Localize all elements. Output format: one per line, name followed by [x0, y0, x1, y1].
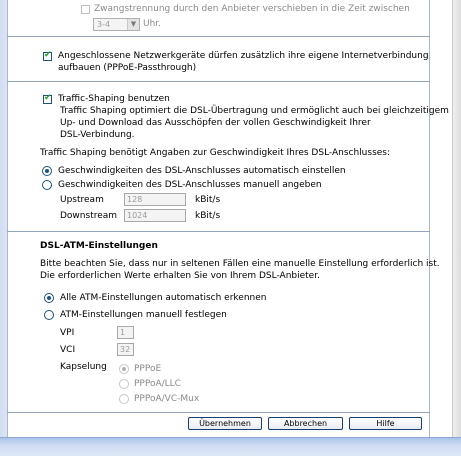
time-select[interactable]	[93, 18, 140, 31]
help-button[interactable]: Hilfe	[349, 417, 422, 430]
speed-auto-label: Geschwindigkeiten des DSL-Anschlusses automatisch einstellen	[58, 166, 346, 176]
vci-input[interactable]: 32	[117, 343, 134, 356]
atm-manual-radio[interactable]	[44, 310, 54, 320]
atm-info-1: Bitte beachten Sie, dass nur in seltenen Fällen eine manuelle Einstellung erforderlich ist.	[40, 259, 440, 269]
cancel-button[interactable]: Abbrechen	[268, 417, 343, 430]
apply-button[interactable]: Übernehmen	[188, 417, 262, 430]
encap-pppoa-llc-radio[interactable]	[119, 379, 129, 389]
divider	[7, 412, 430, 413]
atm-info-2: Die erforderlichen Werte erhalten Sie von Ihrem DSL-Anbieter.	[40, 271, 320, 281]
traffic-shaping-checkbox[interactable]	[43, 95, 52, 104]
pppoe-passthrough-checkbox[interactable]	[43, 52, 52, 61]
atm-auto-label: Alle ATM-Einstellungen automatisch erkennen	[60, 293, 267, 303]
time-select-value: 3-4	[97, 20, 111, 29]
encap-pppoa-vcmux-label: PPPoA/VC-Mux	[134, 394, 200, 404]
traffic-shaping-desc-3: DSL-Verbindung.	[60, 130, 135, 140]
pppoe-passthrough-label: Angeschlossene Netzwerkgeräte dürfen zusätzlich ihre eigene Internetverbindung	[58, 51, 429, 61]
traffic-shaping-label: Traffic-Shaping benutzen	[58, 94, 170, 104]
atm-manual-label: ATM-Einstellungen manuell festlegen	[60, 310, 227, 320]
forced-disconnect-label: Zwangstrennung durch den Anbieter verschieben in die Zeit zwischen	[94, 4, 410, 14]
traffic-shaping-desc-2: Up- und Download das Ausschöpfen der vollen Geschwindigkeit Ihrer	[60, 118, 371, 128]
time-suffix: Uhr.	[143, 19, 162, 29]
vpi-input[interactable]: 1	[117, 326, 134, 339]
status-bar	[0, 437, 461, 456]
encap-pppoe-radio[interactable]	[119, 364, 129, 374]
upstream-input[interactable]: 128	[124, 193, 186, 206]
vci-label: VCI	[60, 345, 76, 355]
scrollbar[interactable]	[452, 0, 461, 440]
upstream-unit: kBit/s	[195, 195, 221, 205]
speed-info-text: Traffic Shaping benötigt Angaben zur Geschwindigkeit Ihres DSL-Anschlusses:	[40, 148, 391, 158]
left-frame	[0, 0, 7, 440]
vpi-label: VPI	[60, 328, 75, 338]
speed-auto-radio[interactable]	[42, 166, 52, 176]
speed-manual-radio[interactable]	[42, 180, 52, 190]
upstream-label: Upstream	[60, 195, 104, 205]
downstream-unit: kBit/s	[195, 211, 221, 221]
divider	[7, 231, 430, 232]
forced-disconnect-checkbox[interactable]	[81, 5, 90, 14]
atm-auto-radio[interactable]	[44, 293, 54, 303]
chevron-down-icon: ▼	[127, 19, 139, 30]
divider	[7, 36, 430, 37]
divider	[7, 81, 430, 82]
encapsulation-label: Kapselung	[60, 362, 107, 372]
downstream-label: Downstream	[60, 211, 118, 221]
encap-pppoe-label: PPPoE	[134, 364, 162, 374]
speed-manual-label: Geschwindigkeiten des DSL-Anschlusses manuell angeben	[58, 180, 322, 190]
right-margin	[430, 0, 452, 440]
encap-pppoa-vcmux-radio[interactable]	[119, 394, 129, 404]
atm-heading: DSL-ATM-Einstellungen	[40, 241, 158, 251]
traffic-shaping-desc-1: Traffic Shaping optimiert die DSL-Übertragung und ermöglicht auch bei gleichzeitigem	[60, 106, 449, 116]
downstream-input[interactable]: 1024	[124, 209, 186, 222]
encap-pppoa-llc-label: PPPoA/LLC	[134, 379, 181, 389]
pppoe-passthrough-label-2: aufbauen (PPPoE-Passthrough)	[58, 63, 197, 73]
